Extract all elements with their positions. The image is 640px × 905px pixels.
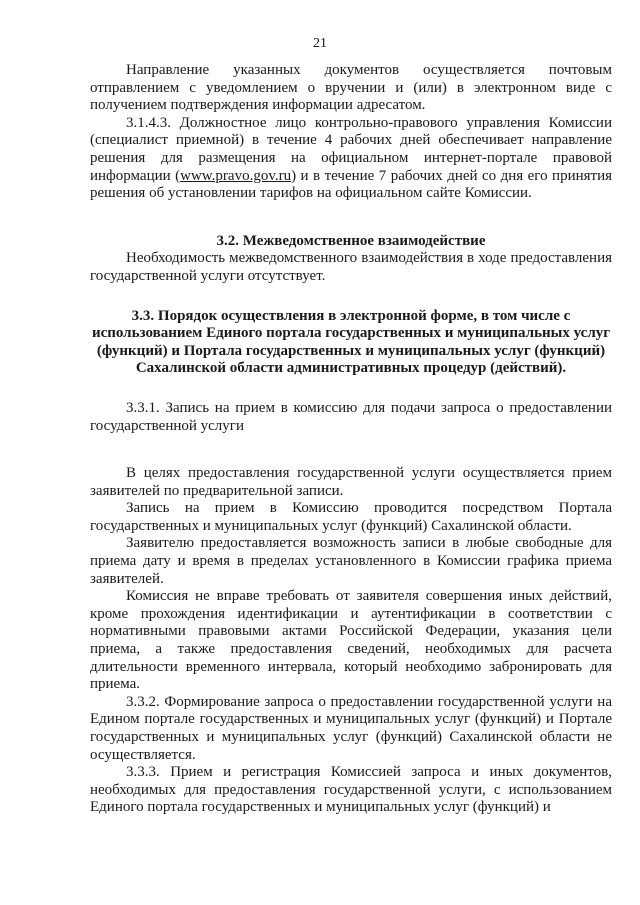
paragraph-appointment-time: Заявителю предоставляется возможность записи в любые свободные для приема дату и время в пределах установленного в Комиссии графика приема заявителей. bbox=[90, 535, 612, 587]
paragraph-3-3-2: 3.3.2. Формирование запроса о предоставлении государственной услуги на Едином портале государственных и муниципальных услуг (функций) и Портале государственных и муниципальных услуг (функций) Сахалинской области не осуществляется. bbox=[90, 693, 612, 763]
paragraph-appointment: В целях предоставления государственной услуги осуществляется прием заявителей по предварительной записи. bbox=[90, 465, 612, 499]
page-number: 21 bbox=[313, 36, 327, 51]
heading-3-2: 3.2. Межведомственное взаимодействие bbox=[216, 232, 486, 249]
paragraph-appointment-portal: Запись на прием в Комиссию проводится посредством Портала государственных и муниципальных услуг (функций) Сахалинской области. bbox=[90, 500, 612, 534]
paragraph-interagency: Необходимость межведомственного взаимодействия в ходе предоставления государственной услуги отсутствует. bbox=[90, 250, 612, 284]
paragraph-commission-restrictions: Комиссия не вправе требовать от заявителя совершения иных действий, кроме прохождения идентификации и аутентификации в соответствии с нормативными правовыми актами Российской Федерации, указания цели приема, а также предоставления сведений, необходимых для расчета длительности временного интервала, который необходимо забронировать для приема. bbox=[90, 588, 612, 693]
paragraph-3-1-4-3 bbox=[90, 115, 612, 203]
paragraph-3-1-4-3-start: 3.1.4.3. Должностное лицо контрольно-правового управления Комиссии (специалист приемной) в течение 4 рабочих дней обеспечивает направление решения для размещения на официальном интернет-портале правовой информации ( bbox=[90, 114, 612, 184]
paragraph-3-3-3: 3.3.3. Прием и регистрация Комиссией запроса и иных документов, необходимых для предоставления государственной услуги, с использованием Единого портала государственных и муниципальных услуг (функций) и bbox=[90, 764, 612, 816]
heading-3-3: 3.3. Порядок осуществления в электронной форме, в том числе с использованием Единого портала государственных и муниципальных услуг (функций) и Портала государственных и муниципальных услуг (функций) Сахалинской области административных процедур (действий). bbox=[91, 307, 611, 377]
paragraph-delivery: Направление указанных документов осуществляется почтовым отправлением с уведомлением о вручении и (или) в электронном виде с получением подтверждения информации адресатом. bbox=[90, 62, 612, 114]
paragraph-3-3-1: 3.3.1. Запись на прием в комиссию для подачи запроса о предоставлении государственной услуги bbox=[90, 399, 612, 434]
document-body bbox=[90, 62, 612, 817]
paragraph-3-1-4-3-end: ) и в течение 7 рабочих дней со дня его принятия решения об установлении тарифов на официальном сайте Комиссии. bbox=[90, 167, 613, 202]
pravo-link[interactable]: www.pravo.gov.ru bbox=[180, 167, 292, 184]
